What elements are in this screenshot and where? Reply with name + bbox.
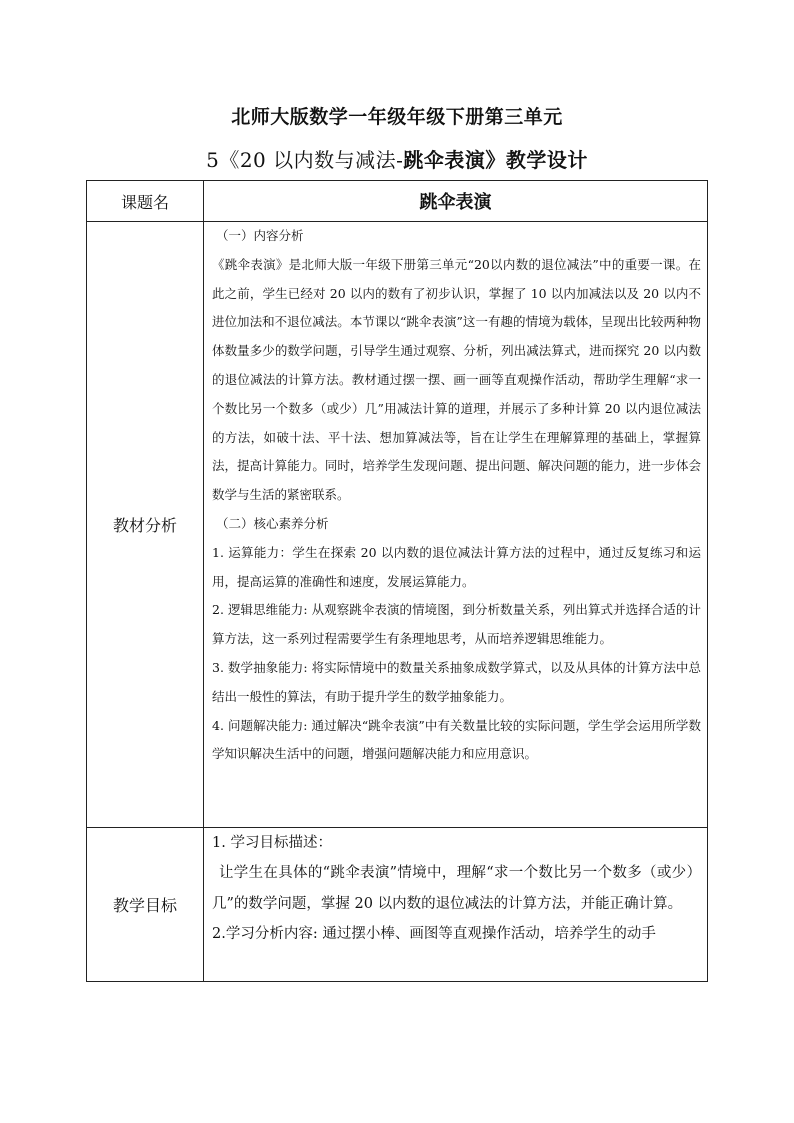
- title-prefix: 5《20 以内数与减法-: [206, 148, 404, 172]
- title-bold-part: 跳伞表演》教学设计: [403, 148, 588, 172]
- goals-line-1: 1. 学习目标描述：: [212, 835, 332, 851]
- lesson-plan-table: [86, 180, 708, 982]
- teaching-goals-label: 教学目标: [87, 828, 204, 982]
- goals-line-3: 2.学习分析内容: 通过摆小棒、画图等直观操作活动，培养学生的动手: [212, 926, 656, 943]
- table-row-textbook-analysis: [87, 222, 708, 828]
- textbook-analysis-content: [204, 222, 708, 828]
- core-literacy-point: 4. 问题解决能力: 通过解决“跳伞表演”中有关数量比较的实际问题，学生学会运用所学数学知识解决生活中的问题，增强问题解决能力和应用意识。: [212, 717, 701, 762]
- document-title-line2: [0, 144, 794, 173]
- core-literacy-point: 1. 运算能力：学生在探索 20 以内数的退位减法计算方法的过程中，通过反复练习和运用，提高运算的准确性和速度，发展运算能力。: [212, 544, 701, 589]
- core-literacy-heading: （二）核心素养分析: [216, 515, 329, 531]
- header-label-cell: 课题名: [87, 181, 204, 222]
- table-row-teaching-goals: [87, 828, 708, 982]
- content-analysis-paragraph: 《跳伞表演》是北师大版一年级下册第三单元“20以内数的退位减法”中的重要一课。在此之前，学生已经对 20 以内的数有了初步认识，掌握了 10 以内加减法以及 20 以内不进位加法和不退位减法。本节课以“跳伞表演”这一有趣的情境为载体，呈现出比较两种物体数量多少的数学问题，引导学生通过观察、分析，列出减法算式，进而探究 20 以内数的退位减法的计算方法。教材通过摆一摆、画一画等直观操作活动，帮助学生理解“求一个数比另一个数多（或少）几”用减法计算的道理，并展示了多种计算 20 以内退位减法的方法，如破十法、平十法、想加算减法等，旨在让学生在理解算理的基础上，掌握算法，提高计算能力。同时，培养学生发现问题、提出问题、解决问题的能力，进一步体会数学与生活的紧密联系。: [212, 256, 701, 503]
- teaching-goals-content: [204, 828, 708, 982]
- textbook-analysis-label: 教材分析: [87, 222, 204, 828]
- core-literacy-point: 2. 逻辑思维能力: 从观察跳伞表演的情境图，到分析数量关系，列出算式并选择合适的计算方法，这一系列过程需要学生有条理地思考，从而培养逻辑思维能力。: [212, 602, 701, 647]
- table-header-row: [87, 181, 708, 222]
- document-title-line1: 北师大版数学一年级年级下册第三单元: [231, 106, 563, 128]
- core-literacy-point: 3. 数学抽象能力: 将实际情境中的数量关系抽象成数学算式，以及从具体的计算方法中总结出一般性的算法，有助于提升学生的数学抽象能力。: [212, 659, 701, 704]
- goals-line-2: 让学生在具体的“跳伞表演”情境中，理解“求一个数比另一个数多（或少）几”的数学问题，掌握 20 以内数的退位减法的计算方法，并能正确计算。: [212, 865, 701, 912]
- header-value-cell: 跳伞表演: [204, 181, 708, 222]
- content-analysis-heading: （一）内容分析: [216, 228, 304, 243]
